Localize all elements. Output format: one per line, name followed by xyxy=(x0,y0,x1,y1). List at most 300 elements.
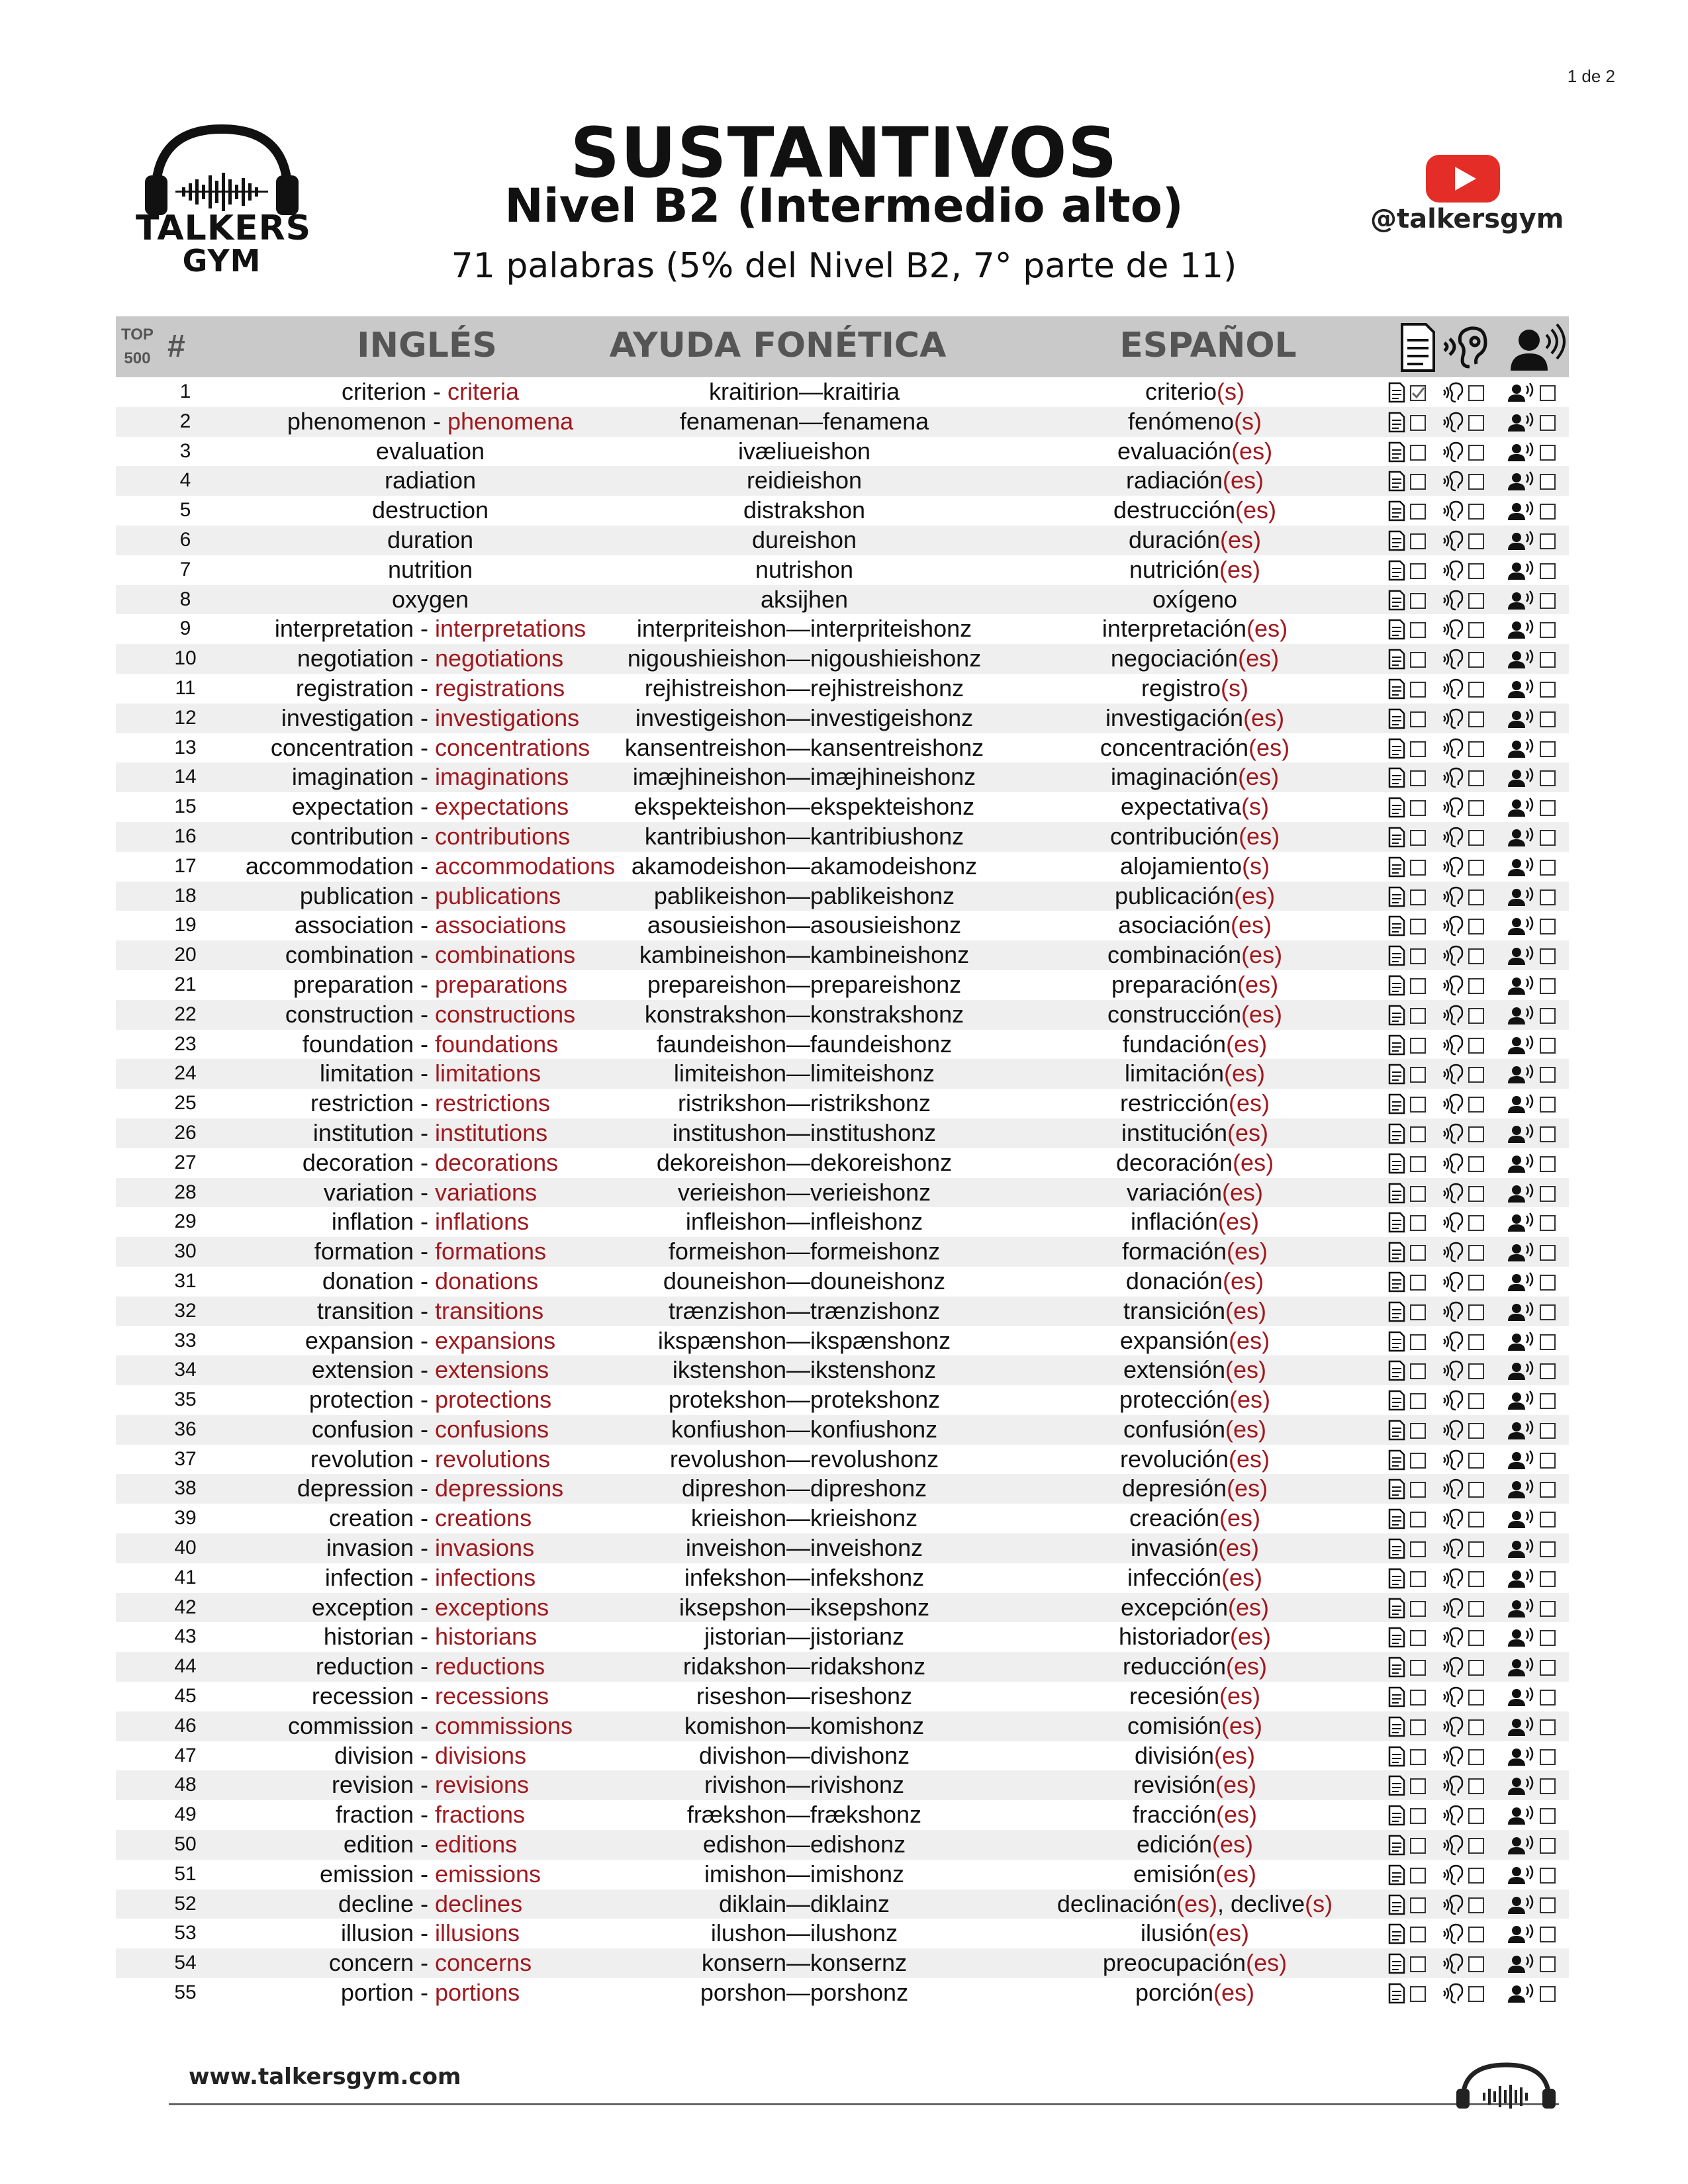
read-checkbox[interactable] xyxy=(1411,534,1425,549)
speak-checkbox[interactable] xyxy=(1540,1364,1555,1379)
speak-checkbox[interactable] xyxy=(1540,1750,1555,1764)
speak-checkbox[interactable] xyxy=(1540,1482,1555,1497)
phonetic-help: imishon—imishonz xyxy=(704,1860,905,1888)
read-checkbox[interactable] xyxy=(1411,445,1425,460)
english-word xyxy=(199,1207,662,1237)
speak-checkbox[interactable] xyxy=(1540,712,1555,727)
table-row xyxy=(116,496,1569,525)
speak-checkbox[interactable] xyxy=(1540,890,1555,905)
listen-checkbox[interactable] xyxy=(1469,1927,1483,1942)
listen-checkbox[interactable] xyxy=(1469,1868,1483,1883)
read-checkbox[interactable] xyxy=(1411,1839,1425,1853)
read-checkbox[interactable] xyxy=(1411,1364,1425,1379)
english-separator: - xyxy=(414,763,435,791)
row-number: 36 xyxy=(174,1418,197,1440)
listen-checkbox[interactable] xyxy=(1469,742,1483,756)
english-singular: portion xyxy=(340,1979,414,2007)
ear-icon xyxy=(1444,976,1462,995)
english-separator: - xyxy=(426,407,447,435)
listen-checkbox[interactable] xyxy=(1469,594,1483,608)
listen-checkbox[interactable] xyxy=(1469,416,1483,430)
speak-checkbox[interactable] xyxy=(1540,1690,1555,1705)
listen-checkbox[interactable] xyxy=(1469,1482,1483,1497)
read-checkbox[interactable] xyxy=(1411,1038,1425,1053)
five-hundred-label: 500 xyxy=(124,349,151,367)
read-checkbox[interactable] xyxy=(1411,1216,1425,1230)
speak-checkbox[interactable] xyxy=(1540,1927,1555,1942)
table-row xyxy=(116,822,1569,852)
read-checkbox[interactable] xyxy=(1411,564,1425,578)
english-word xyxy=(199,822,662,852)
read-checkbox[interactable] xyxy=(1411,1809,1425,1823)
read-checkbox[interactable] xyxy=(1411,594,1425,608)
listen-checkbox[interactable] xyxy=(1469,831,1483,845)
document-icon xyxy=(1389,1658,1404,1676)
ear-icon xyxy=(1444,1747,1462,1766)
phonetic-help: konstrakshon—konstrakshonz xyxy=(644,1000,964,1028)
listen-checkbox[interactable] xyxy=(1469,653,1483,667)
speaker-icon xyxy=(1508,591,1532,610)
speak-checkbox[interactable] xyxy=(1540,1038,1555,1053)
table-row xyxy=(116,437,1569,467)
speak-checkbox[interactable] xyxy=(1540,1512,1555,1527)
speak-checkbox[interactable] xyxy=(1540,1068,1555,1082)
english-separator: - xyxy=(414,1889,435,1917)
read-checkbox[interactable] xyxy=(1411,1512,1425,1527)
listen-checkbox[interactable] xyxy=(1469,1690,1483,1705)
phonetic-help: porshon—porshonz xyxy=(700,1979,909,2007)
read-checkbox[interactable] xyxy=(1411,653,1425,667)
listen-checkbox[interactable] xyxy=(1469,1987,1483,2001)
speak-checkbox[interactable] xyxy=(1540,1127,1555,1142)
speak-checkbox[interactable] xyxy=(1540,1720,1555,1735)
read-checkbox[interactable] xyxy=(1411,801,1425,815)
listen-checkbox[interactable] xyxy=(1469,1009,1483,1023)
spanish-word xyxy=(996,733,1393,763)
phonetic-help: aksijhen xyxy=(760,585,849,613)
row-number: 14 xyxy=(174,766,197,788)
read-checkbox[interactable] xyxy=(1411,1335,1425,1349)
progress-checkboxes xyxy=(1387,1064,1569,1085)
speak-checkbox[interactable] xyxy=(1540,534,1555,549)
read-checkbox[interactable] xyxy=(1411,1127,1425,1142)
speak-checkbox[interactable] xyxy=(1540,564,1555,578)
table-row xyxy=(116,1682,1569,1711)
read-checkbox[interactable] xyxy=(1411,1927,1425,1942)
progress-checkboxes xyxy=(1387,1568,1569,1589)
english-word xyxy=(199,1622,662,1652)
speak-checkbox[interactable] xyxy=(1540,771,1555,786)
speak-checkbox[interactable] xyxy=(1540,1097,1555,1112)
progress-checkboxes xyxy=(1387,1183,1569,1204)
read-checkbox[interactable] xyxy=(1411,1542,1425,1557)
english-separator: - xyxy=(414,645,435,672)
speak-checkbox[interactable] xyxy=(1540,1187,1555,1201)
english-singular: expansion xyxy=(305,1326,414,1354)
speak-checkbox[interactable] xyxy=(1540,386,1555,400)
read-checkbox[interactable] xyxy=(1411,890,1425,905)
progress-checkboxes xyxy=(1387,1953,1569,1974)
english-plural: combinations xyxy=(435,941,576,969)
speak-checkbox[interactable] xyxy=(1540,1987,1555,2001)
row-number: 34 xyxy=(174,1359,197,1381)
speak-checkbox[interactable] xyxy=(1540,682,1555,697)
english-word xyxy=(199,614,662,644)
speaker-icon xyxy=(1508,1866,1532,1884)
speaker-icon xyxy=(1508,1510,1532,1528)
listen-checkbox[interactable] xyxy=(1469,1068,1483,1082)
read-checkbox[interactable] xyxy=(1411,1868,1425,1883)
spanish-plural-suffix: (es) xyxy=(1246,615,1288,643)
document-icon xyxy=(1389,1213,1404,1232)
english-separator: - xyxy=(414,1445,435,1473)
listen-checkbox[interactable] xyxy=(1469,1127,1483,1142)
listen-checkbox[interactable] xyxy=(1469,534,1483,549)
speak-checkbox[interactable] xyxy=(1540,831,1555,845)
read-checkbox[interactable] xyxy=(1411,1750,1425,1764)
row-number: 24 xyxy=(174,1062,197,1085)
read-checkbox[interactable] xyxy=(1411,742,1425,756)
phonetic-help: douneishon—douneishonz xyxy=(663,1267,946,1295)
english-singular: expectation xyxy=(291,793,414,821)
speak-checkbox[interactable] xyxy=(1540,1157,1555,1171)
spanish-singular: limitación xyxy=(1124,1060,1225,1087)
read-checkbox[interactable] xyxy=(1411,623,1425,637)
ear-icon xyxy=(1444,1243,1462,1261)
speak-checkbox[interactable] xyxy=(1540,1602,1555,1616)
document-icon xyxy=(1389,709,1404,728)
read-checkbox[interactable] xyxy=(1411,475,1425,489)
document-icon xyxy=(1389,383,1404,402)
document-icon xyxy=(1389,650,1404,668)
speaker-icon xyxy=(1508,739,1532,758)
document-icon xyxy=(1389,1866,1404,1884)
progress-checkboxes xyxy=(1387,708,1569,729)
english-word xyxy=(199,496,662,525)
speak-checkbox[interactable] xyxy=(1540,801,1555,815)
speak-checkbox[interactable] xyxy=(1540,1275,1555,1290)
progress-checkboxes xyxy=(1387,1894,1569,1915)
speak-checkbox[interactable] xyxy=(1540,653,1555,667)
speak-checkbox[interactable] xyxy=(1540,475,1555,489)
speaker-icon xyxy=(1508,1954,1532,1973)
speaker-icon xyxy=(1508,828,1532,846)
english-word xyxy=(199,525,662,555)
listen-checkbox[interactable] xyxy=(1469,1602,1483,1616)
english-word xyxy=(199,1237,662,1267)
ear-icon xyxy=(1444,1658,1462,1676)
speak-checkbox[interactable] xyxy=(1540,504,1555,519)
ear-icon xyxy=(1444,739,1462,758)
speak-checkbox[interactable] xyxy=(1540,1898,1555,1913)
speak-checkbox[interactable] xyxy=(1540,860,1555,875)
ear-icon xyxy=(1444,1806,1462,1825)
ear-icon xyxy=(1444,1213,1462,1232)
read-checkbox[interactable] xyxy=(1411,1068,1425,1082)
speak-checkbox[interactable] xyxy=(1540,594,1555,608)
document-icon xyxy=(1389,1510,1404,1528)
listen-checkbox[interactable] xyxy=(1469,445,1483,460)
spanish-word xyxy=(996,437,1393,467)
ear-icon xyxy=(1444,1866,1462,1884)
english-word xyxy=(199,733,662,763)
read-checkbox[interactable] xyxy=(1411,1898,1425,1913)
listen-checkbox[interactable] xyxy=(1469,1038,1483,1053)
read-checkbox[interactable] xyxy=(1411,1572,1425,1586)
phonetic-help: ivæliueishon xyxy=(737,437,871,465)
english-word xyxy=(199,1030,662,1060)
english-word xyxy=(199,585,662,615)
speak-checkbox[interactable] xyxy=(1540,1305,1555,1320)
listen-checkbox[interactable] xyxy=(1469,1097,1483,1112)
english-separator: - xyxy=(414,1623,435,1651)
speaker-icon xyxy=(1508,1154,1532,1173)
speaker-icon xyxy=(1508,1599,1532,1617)
read-checkbox[interactable] xyxy=(1411,1305,1425,1320)
progress-checkboxes xyxy=(1387,975,1569,996)
speak-checkbox[interactable] xyxy=(1540,623,1555,637)
speak-checkbox[interactable] xyxy=(1540,979,1555,993)
listen-checkbox[interactable] xyxy=(1469,682,1483,697)
speak-checkbox[interactable] xyxy=(1540,445,1555,460)
listen-checkbox[interactable] xyxy=(1469,1542,1483,1557)
speak-checkbox[interactable] xyxy=(1540,1453,1555,1468)
listen-checkbox[interactable] xyxy=(1469,1246,1483,1260)
read-checkbox[interactable] xyxy=(1411,1453,1425,1468)
spanish-singular: invasión xyxy=(1130,1534,1219,1562)
spanish-word xyxy=(996,1919,1393,1948)
english-separator: - xyxy=(414,1919,435,1947)
speak-checkbox[interactable] xyxy=(1540,742,1555,756)
listen-checkbox[interactable] xyxy=(1469,623,1483,637)
footer-url[interactable]: www.talkersgym.com xyxy=(189,2064,461,2090)
spanish-word xyxy=(996,1148,1393,1178)
listen-checkbox[interactable] xyxy=(1469,1453,1483,1468)
spanish-singular: oxígeno xyxy=(1152,585,1238,613)
read-checkbox[interactable] xyxy=(1411,771,1425,786)
listen-checkbox[interactable] xyxy=(1469,1187,1483,1201)
read-checkbox[interactable] xyxy=(1411,1009,1425,1023)
speak-checkbox[interactable] xyxy=(1540,1809,1555,1823)
listen-checkbox[interactable] xyxy=(1469,1157,1483,1171)
read-checkbox[interactable] xyxy=(1411,712,1425,727)
read-checkbox[interactable] xyxy=(1411,1482,1425,1497)
speak-checkbox[interactable] xyxy=(1540,1572,1555,1586)
read-checkbox[interactable] xyxy=(1411,1246,1425,1260)
spanish-word xyxy=(996,1267,1393,1297)
spanish-header: ESPAÑOL xyxy=(1119,326,1297,365)
youtube-icon[interactable] xyxy=(1423,152,1503,205)
listen-checkbox[interactable] xyxy=(1469,712,1483,727)
english-word xyxy=(199,1089,662,1118)
listen-checkbox[interactable] xyxy=(1469,801,1483,815)
speak-checkbox[interactable] xyxy=(1540,1661,1555,1675)
row-number: 26 xyxy=(174,1121,197,1144)
read-checkbox[interactable] xyxy=(1411,1720,1425,1735)
speak-checkbox[interactable] xyxy=(1540,416,1555,430)
read-checkbox[interactable] xyxy=(1411,949,1425,964)
spanish-singular: concentración xyxy=(1100,733,1249,761)
spanish-plural-suffix: (s) xyxy=(1242,852,1270,880)
row-number: 3 xyxy=(179,439,191,462)
document-icon xyxy=(1389,1243,1404,1261)
spanish-plural-suffix: (s) xyxy=(1221,674,1249,702)
english-singular: illusion xyxy=(340,1919,414,1947)
progress-checkboxes xyxy=(1387,590,1569,611)
speak-checkbox[interactable] xyxy=(1540,1424,1555,1438)
english-plural: emissions xyxy=(435,1860,541,1888)
english-plural: concerns xyxy=(435,1949,532,1977)
spanish-plural-suffix: (es) xyxy=(1227,1475,1268,1502)
speak-checkbox[interactable] xyxy=(1540,1216,1555,1230)
spanish-word xyxy=(996,762,1393,792)
listen-checkbox[interactable] xyxy=(1469,1661,1483,1675)
read-checkbox[interactable] xyxy=(1411,1394,1425,1408)
english-separator: - xyxy=(414,822,435,850)
spanish-singular: duración xyxy=(1128,525,1221,553)
listen-checkbox[interactable] xyxy=(1469,1898,1483,1913)
speak-checkbox[interactable] xyxy=(1540,1394,1555,1408)
row-number: 27 xyxy=(174,1151,197,1173)
progress-checkboxes xyxy=(1387,1805,1569,1826)
speak-checkbox[interactable] xyxy=(1540,1779,1555,1794)
listen-checkbox[interactable] xyxy=(1469,860,1483,875)
read-checkbox[interactable] xyxy=(1411,1602,1425,1616)
english-singular: interpretation xyxy=(274,615,414,643)
english-singular: emission xyxy=(319,1860,414,1888)
read-checkbox[interactable] xyxy=(1411,1275,1425,1290)
listen-checkbox[interactable] xyxy=(1469,919,1483,934)
read-checkbox[interactable] xyxy=(1411,1690,1425,1705)
listen-checkbox[interactable] xyxy=(1469,1750,1483,1764)
read-checkbox[interactable] xyxy=(1411,1187,1425,1201)
read-checkbox[interactable] xyxy=(1411,1631,1425,1645)
speak-checkbox[interactable] xyxy=(1540,949,1555,964)
speaker-icon xyxy=(1508,1036,1532,1054)
listen-checkbox[interactable] xyxy=(1469,1335,1483,1349)
read-checkbox[interactable] xyxy=(1411,919,1425,934)
listen-checkbox[interactable] xyxy=(1469,1957,1483,1972)
read-checkbox[interactable] xyxy=(1411,831,1425,845)
english-singular: registration xyxy=(295,674,414,702)
speak-checkbox[interactable] xyxy=(1540,1631,1555,1645)
table-row xyxy=(116,1297,1569,1326)
listen-checkbox[interactable] xyxy=(1469,564,1483,578)
listen-checkbox[interactable] xyxy=(1469,1216,1483,1230)
speak-checkbox[interactable] xyxy=(1540,1335,1555,1349)
listen-checkbox[interactable] xyxy=(1469,1512,1483,1527)
listen-checkbox[interactable] xyxy=(1469,1572,1483,1586)
listen-checkbox[interactable] xyxy=(1469,1424,1483,1438)
english-plural: expansions xyxy=(435,1326,556,1354)
document-icon xyxy=(1389,917,1404,935)
speak-checkbox[interactable] xyxy=(1540,1957,1555,1972)
vocabulary-table xyxy=(116,316,1569,2008)
listen-checkbox[interactable] xyxy=(1469,1275,1483,1290)
speak-checkbox[interactable] xyxy=(1540,1246,1555,1260)
document-icon xyxy=(1389,798,1404,817)
english-separator: - xyxy=(414,1386,435,1414)
listen-checkbox[interactable] xyxy=(1469,386,1483,400)
row-number: 19 xyxy=(174,914,197,936)
listen-checkbox[interactable] xyxy=(1469,1305,1483,1320)
read-checkbox[interactable] xyxy=(1411,1157,1425,1171)
row-number: 12 xyxy=(174,706,197,729)
spanish-singular: investigación xyxy=(1105,704,1244,731)
listen-checkbox[interactable] xyxy=(1469,890,1483,905)
listen-checkbox[interactable] xyxy=(1469,1779,1483,1794)
document-icon xyxy=(1389,1184,1404,1203)
read-checkbox[interactable] xyxy=(1411,1987,1425,2001)
read-checkbox[interactable] xyxy=(1411,860,1425,875)
progress-checkboxes xyxy=(1387,1093,1569,1115)
ear-icon xyxy=(1444,620,1462,639)
table-row xyxy=(116,1326,1569,1356)
english-word xyxy=(199,555,662,585)
spanish-word xyxy=(996,1474,1393,1504)
ear-icon xyxy=(1444,1332,1462,1351)
progress-checkboxes xyxy=(1387,530,1569,551)
read-checkbox[interactable] xyxy=(1411,1779,1425,1794)
listen-checkbox[interactable] xyxy=(1469,1839,1483,1853)
listen-checkbox[interactable] xyxy=(1469,1364,1483,1379)
read-checkbox[interactable] xyxy=(1411,416,1425,430)
top-label: TOP xyxy=(121,326,154,343)
spanish-word xyxy=(996,1652,1393,1682)
listen-checkbox[interactable] xyxy=(1469,1809,1483,1823)
english-word xyxy=(199,940,662,970)
speaker-icon xyxy=(1508,1628,1532,1647)
ear-icon xyxy=(1444,1776,1462,1795)
listen-checkbox[interactable] xyxy=(1469,1394,1483,1408)
read-checkbox[interactable] xyxy=(1411,1661,1425,1675)
english-plural: invasions xyxy=(435,1534,535,1562)
read-checkbox[interactable] xyxy=(1411,1097,1425,1112)
listen-checkbox[interactable] xyxy=(1469,1631,1483,1645)
spanish-plural-suffix: (es) xyxy=(1219,1504,1261,1532)
english-separator: - xyxy=(414,1267,435,1295)
speaker-icon xyxy=(1508,413,1532,432)
listen-checkbox[interactable] xyxy=(1469,1720,1483,1735)
speaker-icon xyxy=(1508,1776,1532,1795)
speak-checkbox[interactable] xyxy=(1540,1868,1555,1883)
speak-checkbox[interactable] xyxy=(1540,1839,1555,1853)
speaker-icon xyxy=(1508,946,1532,965)
social-handle[interactable]: @talkersgym xyxy=(1370,204,1564,234)
page-title: SUSTANTIVOS xyxy=(570,113,1118,193)
english-singular: association xyxy=(294,911,414,939)
read-checkbox[interactable] xyxy=(1411,682,1425,697)
speak-checkbox[interactable] xyxy=(1540,1009,1555,1023)
read-checkbox[interactable] xyxy=(1411,386,1425,400)
speak-checkbox[interactable] xyxy=(1540,1542,1555,1557)
listen-checkbox[interactable] xyxy=(1469,475,1483,489)
read-checkbox[interactable] xyxy=(1411,1957,1425,1972)
document-icon xyxy=(1389,1036,1404,1054)
listen-checkbox[interactable] xyxy=(1469,771,1483,786)
read-checkbox[interactable] xyxy=(1411,504,1425,519)
english-plural: constructions xyxy=(435,1000,576,1028)
read-checkbox[interactable] xyxy=(1411,1424,1425,1438)
listen-checkbox[interactable] xyxy=(1469,979,1483,993)
speaker-icon xyxy=(1508,1451,1532,1469)
listen-checkbox[interactable] xyxy=(1469,504,1483,519)
speaker-icon xyxy=(1508,1065,1532,1083)
progress-checkboxes xyxy=(1387,1242,1569,1263)
listen-checkbox[interactable] xyxy=(1469,949,1483,964)
read-checkbox[interactable] xyxy=(1411,979,1425,993)
speak-checkbox[interactable] xyxy=(1540,919,1555,934)
